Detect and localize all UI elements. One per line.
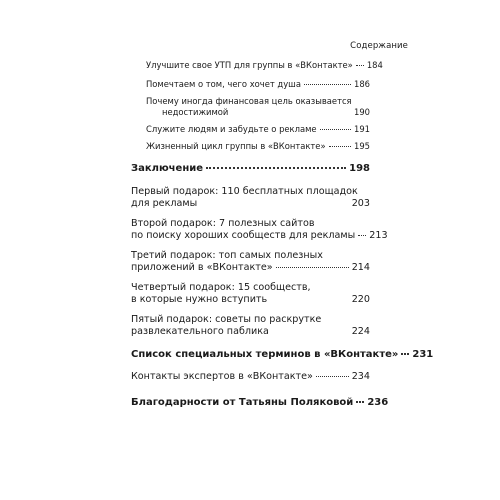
dot-leader (276, 267, 349, 268)
entry-page: 203 (351, 198, 370, 210)
entry-title: Помечтаем о том, чего хочет душа (146, 79, 301, 89)
entry-page: 198 (349, 163, 370, 174)
entry-title: для рекламы (131, 198, 198, 210)
entry-page: 191 (354, 124, 370, 134)
dot-leader (356, 401, 364, 403)
toc-entry[interactable] (146, 141, 370, 152)
dot-leader (401, 353, 409, 355)
entry-title-line: Третий подарок: топ самых полезных (131, 250, 323, 261)
entry-title: в которые нужно вступить (131, 294, 268, 306)
entry-title: Заключение (131, 163, 204, 174)
entry-page: 190 (354, 106, 370, 117)
entry-title: Служите людям и забудьте о рекламе (146, 124, 317, 134)
entry-page: 213 (369, 230, 388, 242)
toc-entry[interactable] (131, 371, 370, 383)
entry-title: недостижимой (162, 106, 229, 117)
entry-page: 184 (366, 60, 383, 70)
entry-title: Список специальных терминов в «ВКонтакте» (131, 349, 399, 360)
entry-title-line: Второй подарок: 7 полезных сайтов (131, 218, 315, 229)
dot-leader (356, 65, 364, 66)
running-header: Содержание (350, 41, 408, 51)
dot-leader (320, 129, 351, 130)
entry-page: 231 (412, 349, 434, 360)
entry-title: Благодарности от Татьяны Поляковой (131, 397, 354, 408)
entry-title: Улучшите свое УТП для группы в «ВКонтакте» (146, 60, 353, 70)
entry-title-line: Четвертый подарок: 15 сообществ, (131, 282, 311, 293)
toc-entry[interactable] (146, 124, 370, 135)
toc-entry[interactable] (131, 218, 388, 243)
entry-title-line: Почему иногда финансовая цель оказывается (146, 96, 352, 106)
dot-leader (304, 84, 351, 85)
entry-title-line: Пятый подарок: советы по раскрутке (131, 314, 322, 325)
toc-entry[interactable] (131, 250, 370, 275)
toc-entry-chapter[interactable] (131, 162, 370, 175)
entry-title: Жизненный цикл группы в «ВКонтакте» (146, 141, 326, 151)
entry-page: 234 (351, 371, 370, 382)
toc-entry[interactable] (131, 282, 370, 307)
dot-leader (316, 376, 349, 377)
dot-leader (358, 235, 366, 236)
entry-title: по поиску хороших сообществ для рекламы (131, 230, 356, 242)
toc-entry[interactable] (146, 60, 383, 71)
toc-entry[interactable] (131, 186, 370, 211)
entry-title-line: Первый подарок: 110 бесплатных площадок (131, 186, 358, 197)
dot-leader (329, 146, 351, 147)
dot-leader (206, 167, 346, 169)
entry-page: 236 (367, 397, 389, 408)
entry-title: развлекательного паблика (131, 326, 269, 338)
entry-title: Контакты экспертов в «ВКонтакте» (131, 371, 313, 382)
entry-page: 195 (354, 141, 370, 151)
entry-title: приложений в «ВКонтакте» (131, 262, 273, 274)
toc-entry-chapter[interactable] (131, 348, 434, 361)
entry-page: 186 (354, 79, 370, 89)
entry-page: 214 (351, 262, 370, 274)
toc-entry[interactable] (131, 314, 370, 339)
toc-entry[interactable] (146, 79, 370, 90)
entry-page: 224 (351, 326, 370, 338)
entry-page: 220 (351, 294, 370, 306)
toc-entry[interactable] (146, 96, 370, 118)
toc-entry-chapter[interactable] (131, 396, 389, 409)
